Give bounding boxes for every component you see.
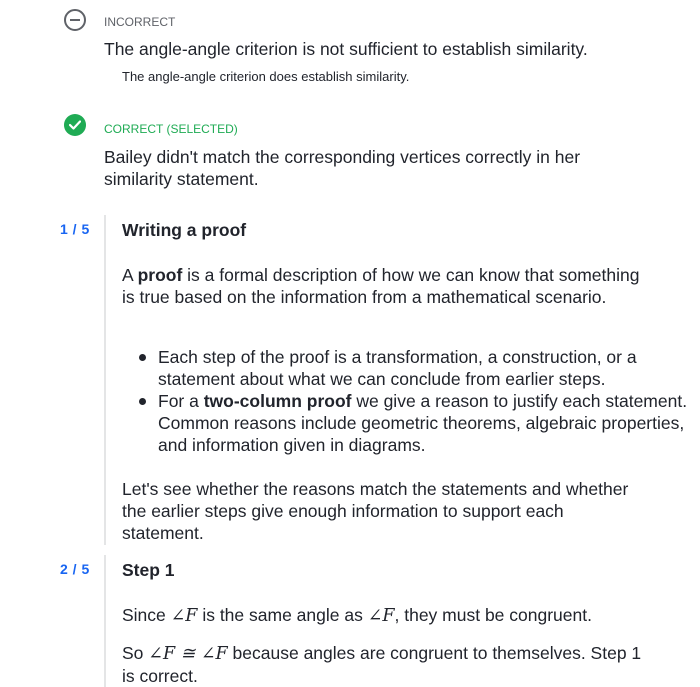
term-proof: proof <box>137 265 183 285</box>
step-paragraph <box>122 642 652 687</box>
math-expression: ∠F <box>170 606 198 626</box>
text-segment: we give a reason to justify each statement. Common reasons include geometric theorems, algebraic properties, and information given in diagrams. <box>158 391 688 455</box>
step-title: Writing a proof <box>122 220 247 240</box>
text-segment: Since <box>122 605 171 625</box>
text-segment: So <box>122 643 149 663</box>
text-segment: because angles are congruent to themselves. Step 1 is correct. <box>122 643 642 686</box>
bullet-list <box>122 346 688 456</box>
text-segment: , they must be congruent. <box>394 605 592 625</box>
step-number: 1 / 5 <box>60 221 90 237</box>
text-segment: is a formal description of how we can know that something is true based on the information from a mathematical scenario. <box>122 265 640 307</box>
step-divider <box>104 555 106 687</box>
math-expression: ∠F ≅ ∠F <box>148 644 228 664</box>
check-circle-icon <box>64 114 86 136</box>
step-title: Step 1 <box>122 560 175 580</box>
step-paragraph: Let's see whether the reasons match the statements and whether the earlier steps give enough information to support each statement. <box>122 479 629 543</box>
choice-text: Bailey didn't match the corresponding vertices correctly in her similarity statement. <box>104 147 581 189</box>
choice-rationale: The angle-angle criterion does establish similarity. <box>122 69 410 84</box>
choice-status-incorrect: INCORRECT <box>104 15 176 29</box>
step-divider <box>104 215 106 545</box>
list-item <box>158 390 688 456</box>
choice-text: The angle-angle criterion is not sufficient to establish similarity. <box>104 39 588 59</box>
list-item: Each step of the proof is a transformation, a construction, or a statement about what we can conclude from earlier steps. <box>158 346 688 390</box>
math-expression: ∠F <box>367 606 395 626</box>
text-segment: For a <box>158 391 204 411</box>
text-segment: A <box>122 265 138 285</box>
step-number: 2 / 5 <box>60 561 90 577</box>
text-segment: is the same angle as <box>197 605 368 625</box>
choice-status-correct: CORRECT (SELECTED) <box>104 122 238 136</box>
minus-circle-icon <box>64 9 86 31</box>
step-paragraph <box>122 264 652 308</box>
term-two-column-proof: two-column proof <box>203 391 352 411</box>
step-paragraph <box>122 604 652 627</box>
